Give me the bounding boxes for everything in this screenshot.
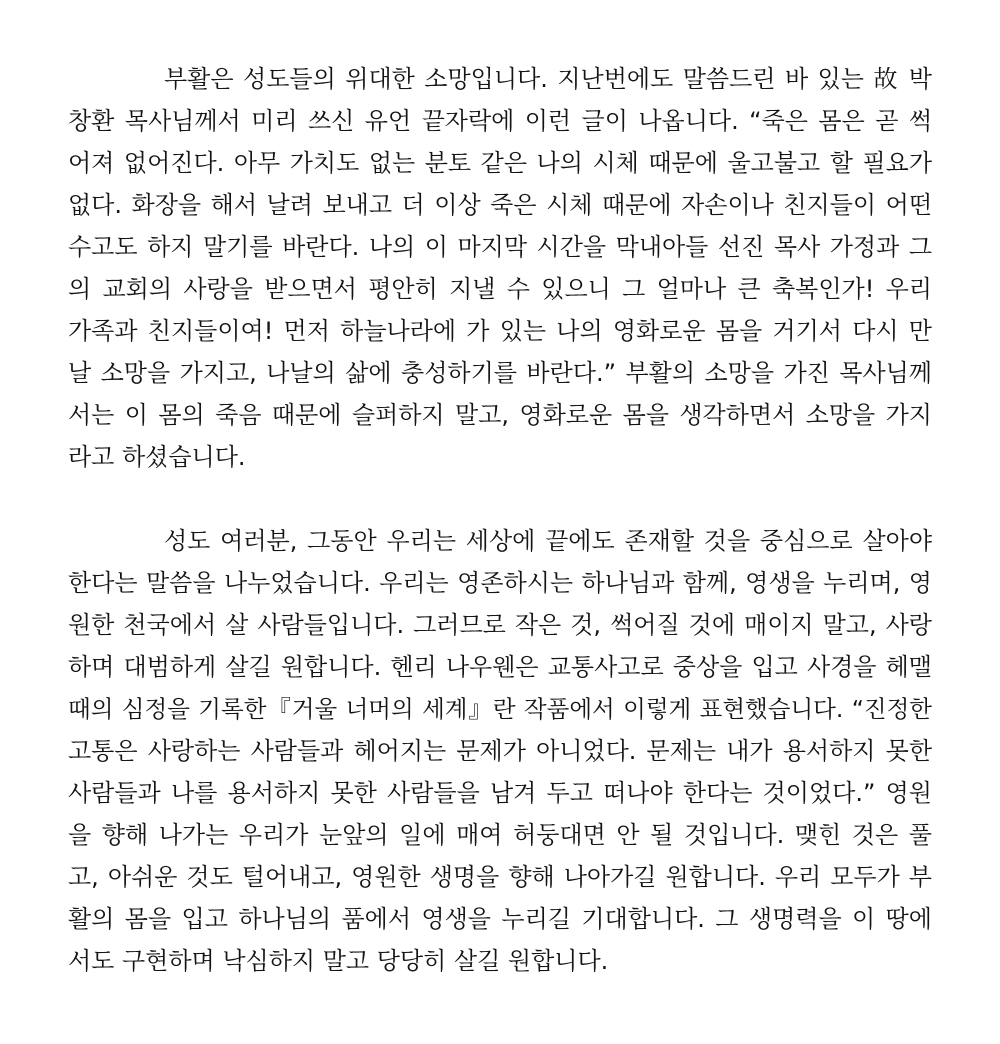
- text-line: 서도 구현하며 낙심하지 말고 당당히 살길 원합니다.: [68, 947, 609, 975]
- text-line: 라고 하셨습니다.: [68, 443, 246, 471]
- text-line: 사람들과 나를 용서하지 못한 사람들을 남겨 두고 떠나야 한다는 것이었다.” 영원: [68, 779, 932, 807]
- text-line: 수고도 하지 말기를 바란다. 나의 이 마지막 시간을 막내아들 선진 목사 가정과 그: [68, 233, 932, 261]
- text-line: 하며 대범하게 살길 원합니다. 헨리 나우웬은 교통사고로 중상을 입고 사경을 헤맬: [68, 653, 932, 681]
- text-line: 부활은 성도들의 위대한 소망입니다. 지난번에도 말씀드린 바 있는 故 박: [164, 65, 932, 93]
- text-line: 때의 심정을 기록한『거울 너머의 세계』란 작품에서 이렇게 표현했습니다. “진정한: [68, 695, 932, 723]
- text-line: 날 소망을 가지고, 나날의 삶에 충성하기를 바란다.” 부활의 소망을 가진 목사님께: [68, 359, 932, 387]
- text-line: 서는 이 몸의 죽음 때문에 슬퍼하지 말고, 영화로운 몸을 생각하면서 소망을 가지: [68, 401, 932, 429]
- text-line: 창환 목사님께서 미리 쓰신 유언 끝자락에 이런 글이 나옵니다. “죽은 몸은 곧 썩: [68, 107, 932, 135]
- text-line: 가족과 친지들이여! 먼저 하늘나라에 가 있는 나의 영화로운 몸을 거기서 다시 만: [68, 317, 932, 345]
- paragraph-eternal-life: [68, 520, 932, 982]
- text-line: 한다는 말씀을 나누었습니다. 우리는 영존하시는 하나님과 함께, 영생을 누리며, 영: [68, 569, 932, 597]
- text-line: 없다. 화장을 해서 날려 보내고 더 이상 죽은 시체 때문에 자손이나 친지들이 어떤: [68, 191, 932, 219]
- text-line: 고통은 사랑하는 사람들과 헤어지는 문제가 아니었다. 문제는 내가 용서하지 못한: [68, 737, 932, 765]
- paragraph-gap: [68, 478, 932, 520]
- paragraph-resurrection-hope: [68, 58, 932, 478]
- text-line: 원한 천국에서 살 사람들입니다. 그러므로 작은 것, 썩어질 것에 매이지 말고, 사랑: [68, 611, 932, 639]
- document-body: [68, 58, 932, 982]
- text-line: 을 향해 나가는 우리가 눈앞의 일에 매여 허둥대면 안 될 것입니다. 맺힌 것은 풀: [68, 821, 932, 849]
- text-line: 고, 아쉬운 것도 털어내고, 영원한 생명을 향해 나아가길 원합니다. 우리 모두가 부: [68, 863, 932, 891]
- text-line: 어져 없어진다. 아무 가치도 없는 분토 같은 나의 시체 때문에 울고불고 할 필요가: [68, 149, 932, 177]
- text-line: 의 교회의 사랑을 받으면서 평안히 지낼 수 있으니 그 얼마나 큰 축복인가! 우리: [68, 275, 932, 303]
- text-line: 성도 여러분, 그동안 우리는 세상에 끝에도 존재할 것을 중심으로 살아야: [164, 527, 932, 555]
- text-line: 활의 몸을 입고 하나님의 품에서 영생을 누리길 기대합니다. 그 생명력을 이 땅에: [68, 905, 932, 933]
